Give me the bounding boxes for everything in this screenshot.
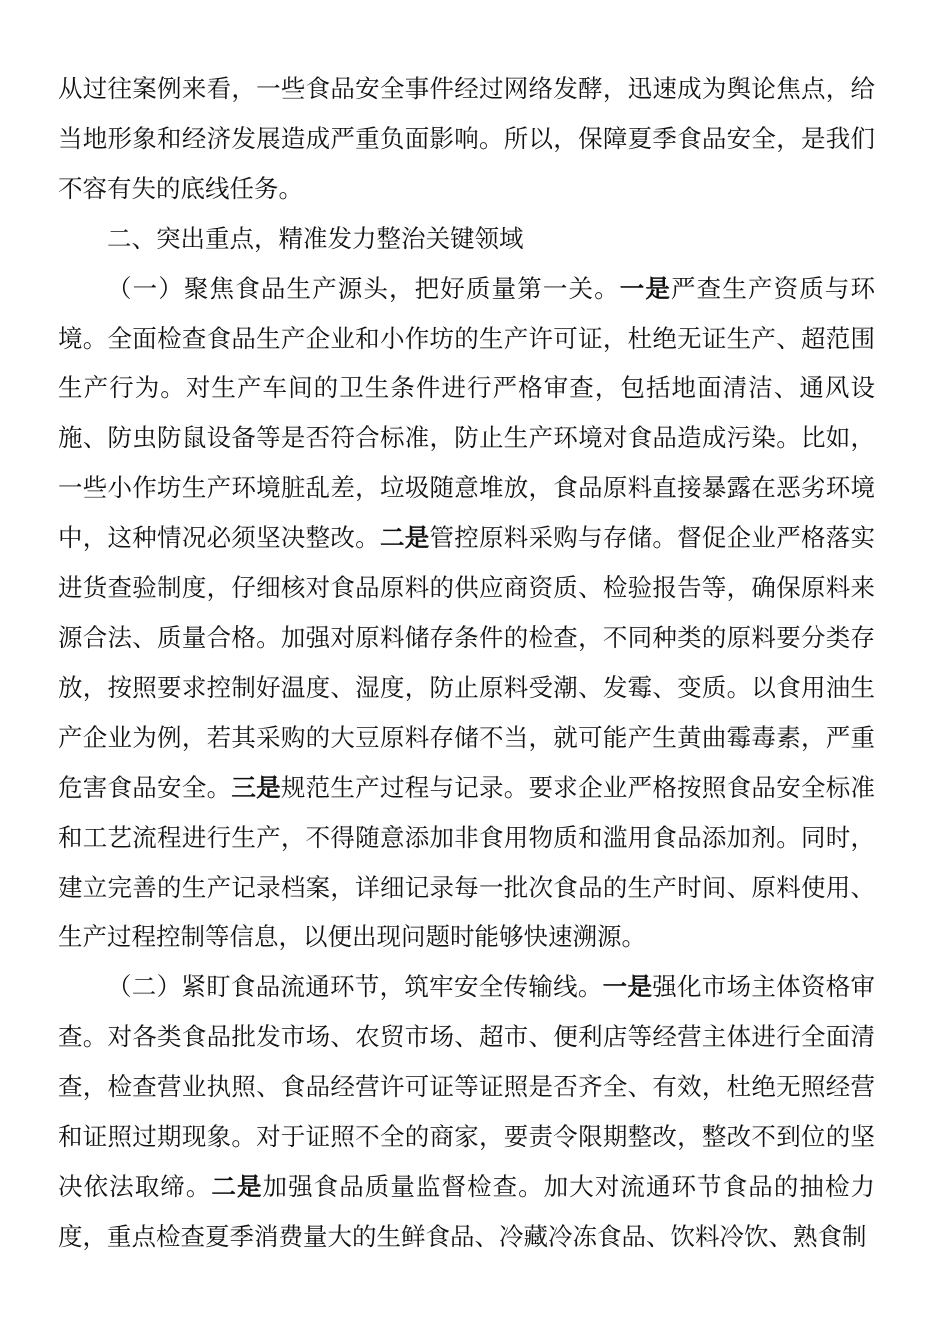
paragraph-circulation bbox=[58, 962, 875, 1261]
paragraph-intro-continuation bbox=[58, 64, 875, 214]
subsection-heading: （一）聚焦食品生产源头，把好质量第一关。 bbox=[107, 273, 620, 303]
paragraph-text: 严查生产资质与环境。全面检查食品生产企业和小作坊的生产许可证，杜绝无证生产、超范围生产行为。对生产车间的卫生条件进行严格审查，包括地面清洁、通风设施、防虫防鼠设备等是否符合标准，防止生产环境对食品造成污染。比如，一些小作坊生产环境脏乱差，垃圾随意堆放，食品原料直接暴露在恶劣环境中，这种情况必须坚决整改。 bbox=[58, 273, 876, 553]
paragraph-text: 从过往案例来看，一些食品安全事件经过网络发酵，迅速成为舆论焦点，给当地形象和经济发展造成严重负面影响。所以，保障夏季食品安全，是我们不容有失的底线任务。 bbox=[58, 74, 875, 203]
paragraph-production-source bbox=[58, 264, 875, 963]
subsection-heading: （二）紧盯食品流通环节，筑牢安全传输线。 bbox=[107, 972, 603, 1002]
keyword-third: 三是 bbox=[231, 772, 281, 802]
section-heading-text: 二、突出重点，精准发力整治关键领域 bbox=[107, 223, 524, 253]
paragraph-text: 加强食品质量监督检查。加大对流通环节食品的抽检力度，重点检查夏季消费量大的生鲜食品、冷藏冷冻食品、饮料冷饮、熟食制 bbox=[58, 1171, 876, 1251]
paragraph-text: 强化市场主体资格审查。对各类食品批发市场、农贸市场、超市、便利店等经营主体进行全面清查，检查营业执照、食品经营许可证等证照是否齐全、有效，杜绝无照经营和证照过期现象。对于证照不全的商家，要责令限期整改，整改不到位的坚决依法取缔。 bbox=[58, 972, 876, 1201]
keyword-first: 一是 bbox=[602, 972, 653, 1002]
section-heading bbox=[58, 214, 875, 264]
document-body bbox=[58, 64, 875, 1262]
keyword-first: 一是 bbox=[619, 273, 672, 303]
keyword-second: 二是 bbox=[211, 1171, 263, 1201]
paragraph-text: 管控原料采购与存储。督促企业严格落实进货查验制度，仔细核对食品原料的供应商资质、检验报告等，确保原料来源合法、质量合格。加强对原料储存条件的检查，不同种类的原料要分类存放，按照要求控制好温度、湿度，防止原料受潮、发霉、变质。以食用油生产企业为例，若其采购的大豆原料存储不当，就可能产生黄曲霉毒素，严重危害食品安全。 bbox=[58, 523, 875, 802]
keyword-second: 二是 bbox=[379, 523, 430, 553]
paragraph-text: 规范生产过程与记录。要求企业严格按照食品安全标准和工艺流程进行生产，不得随意添加非食用物质和滥用食品添加剂。同时，建立完善的生产记录档案，详细记录每一批次食品的生产时间、原料使用、生产过程控制等信息，以便出现问题时能够快速溯源。 bbox=[58, 772, 875, 952]
